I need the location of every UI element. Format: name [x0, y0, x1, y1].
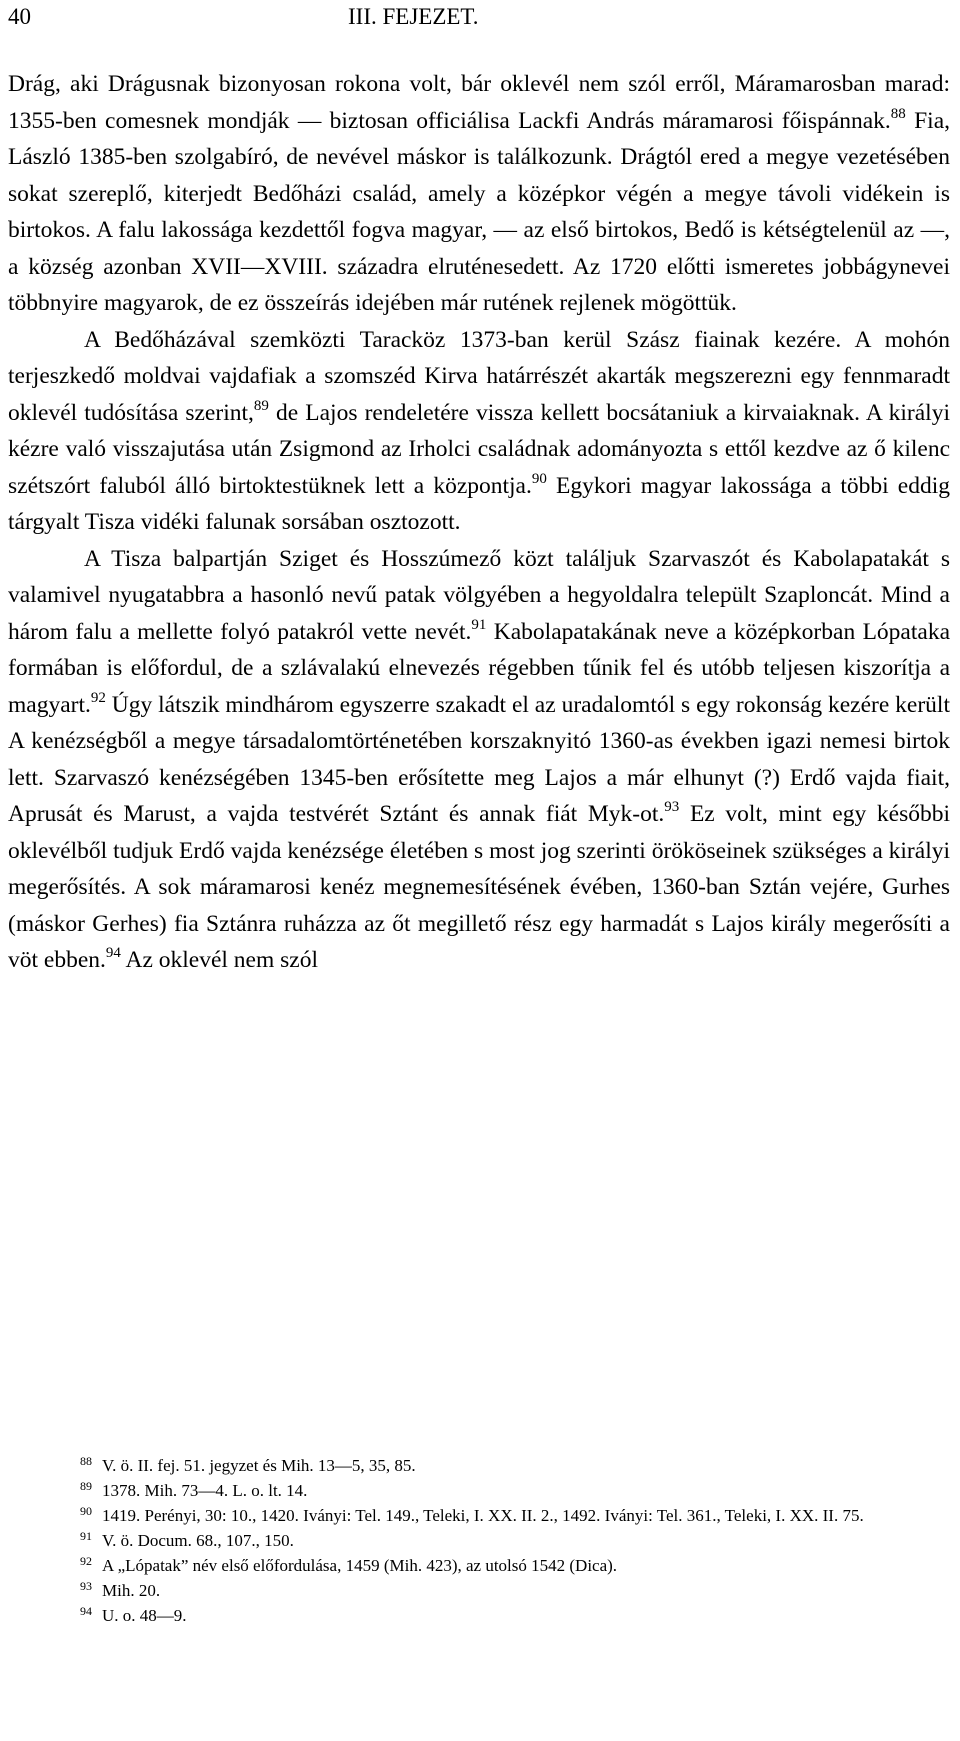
- text-segment: A Bedőházával szemközti Taracköz 1373-ban kerül Szász fiainak kezére. A mohón terjeszkedő moldvai vajdafiak a szomszéd Kirva határrészét akarták megszerezni egy fennmaradt oklevél tudósítása szerint,: [8, 326, 950, 426]
- footnote: [8, 1603, 950, 1628]
- text-segment: Úgy látszik mindhárom egyszerre szakadt el az uradalomtól s egy rokonság kezére került A kenézségből a megye társadalomtörténetében korszaknyitó 1360-as években igazi nemesi birtok lett. Szarvaszó kenézségében 1345-ben erősítette meg Lajos a már elhunyt (?) Erdő vajda fiait, Aprusát és Marust, a vajda testvérét Sztánt és annak fiát Myk-ot.: [8, 691, 950, 827]
- footnote-ref: 92: [90, 689, 106, 706]
- page-header: [8, 0, 952, 34]
- text-segment: de Lajos rendeletére vissza kellett bocsátaniuk a kirvaiaknak. A királyi kézre való visszajutása után Zsigmond az Irholci családnak adományozta s ettől kezdve az ő kilenc szétszórt faluból álló birtoktestüknek lett a központja.: [8, 399, 950, 499]
- footnote-ref: 93: [664, 799, 680, 815]
- footnote-text: V. ö. II. fej. 51. jegyzet és Mih. 13—5, 35, 85.: [102, 1456, 416, 1475]
- text-segment: A Tisza balpartján Sziget és Hosszúmező közt találjuk Szarvaszót és Kabolapatakát s valamivel nyugatabbra a hasonló nevű patak völgyében a hegyoldalra települt Szaploncát. Mind a három falu a mellette folyó patakról vette nevét.: [8, 545, 950, 645]
- page-number: 40: [8, 4, 31, 29]
- footnote: [8, 1478, 950, 1503]
- chapter-title: III. FEJEZET.: [348, 4, 479, 29]
- footnote-number: 90: [80, 1504, 92, 1518]
- footnote: [8, 1578, 950, 1603]
- footnote: [8, 1553, 950, 1578]
- body-text: [8, 66, 950, 979]
- footnote-ref: 91: [471, 616, 487, 633]
- footnote-number: 89: [80, 1479, 92, 1493]
- footnote-text: V. ö. Docum. 68., 107., 150.: [102, 1531, 294, 1550]
- footnote-ref: 90: [531, 470, 547, 487]
- footnotes: [8, 1453, 950, 1628]
- text-segment: Egykori magyar lakossága a többi eddig tárgyalt Tisza vidéki falunak sorsában osztozott.: [8, 472, 950, 535]
- footnote-text: A „Lópatak” név első előfordulása, 1459 (Mih. 423), az utolsó 1542 (Dica).: [102, 1556, 618, 1575]
- footnote-number: 88: [80, 1454, 92, 1468]
- text-segment: Fia, László 1385-ben szolgabíró, de nevével máskor is találkozunk. Drágtól ered a megye vezetésében sokat szereplő, kiterjedt Bedőházi család, amely a középkor végén a megye távoli vidékein is birtokos. A falu lakossága kezdettől fogva magyar, — az első birtokos, Bedő is kétségtelenül az —, a község azonban XVII—XVIII. századra elruténesedett. Az 1720 előtti ismeretes jobbágynevei többnyire magyarok, de ez összeírás idejében már rutének rejlenek mögöttük.: [8, 107, 950, 316]
- footnote-text: Mih. 20.: [102, 1581, 161, 1600]
- footnote-number: 91: [80, 1529, 92, 1543]
- footnote-text: 1419. Perényi, 30: 10., 1420. Iványi: Tel. 149., Teleki, I. XX. II. 2., 1492. Iványi: Tel. 361., Teleki, I. XX. II. 75.: [102, 1506, 864, 1525]
- footnote-number: 93: [80, 1579, 92, 1593]
- paragraph: [8, 66, 950, 322]
- footnote: [8, 1503, 950, 1528]
- paragraph: [8, 322, 950, 541]
- footnote-ref: 94: [105, 945, 121, 961]
- footnote-text: U. o. 48—9.: [102, 1606, 187, 1625]
- footnote: [8, 1453, 950, 1478]
- footnote: [8, 1528, 950, 1553]
- text-segment: Az oklevél nem szól: [120, 947, 318, 973]
- text-segment: Drág, aki Drágusnak bizonyosan rokona volt, bár oklevél nem szól erről, Máramarosban marad: 1355-ben comesnek mondják — biztosan officiálisa Lackfi András máramarosi főispánnak.: [8, 71, 950, 134]
- footnote-ref: 88: [890, 105, 906, 122]
- footnote-ref: 89: [253, 397, 269, 414]
- text-segment: Ez volt, mint egy későbbi oklevélből tudjuk Erdő vajda kenézsége életében s most jog szerinti örököseinek szükséges a királyi megerősítés. A sok máramarosi kenéz megnemesítésének évében, 1360-ban Sztán vejére, Gurhes (máskor Gerhes) fia Sztánra ruházza az őt megillető rész egy harmadát s Lajos király megerősíti a vöt ebben.: [8, 801, 951, 973]
- footnote-text: 1378. Mih. 73—4. L. o. lt. 14.: [102, 1481, 308, 1500]
- footnote-number: 92: [80, 1554, 92, 1568]
- paragraph: [8, 541, 950, 979]
- text-segment: Kabolapatakának neve a középkorban Lópataka formában is előfordul, de a szlávalakú elnevezés régebben tűnik fel és utóbb teljesen kiszorítja a magyart.: [8, 618, 950, 718]
- footnote-number: 94: [80, 1604, 92, 1618]
